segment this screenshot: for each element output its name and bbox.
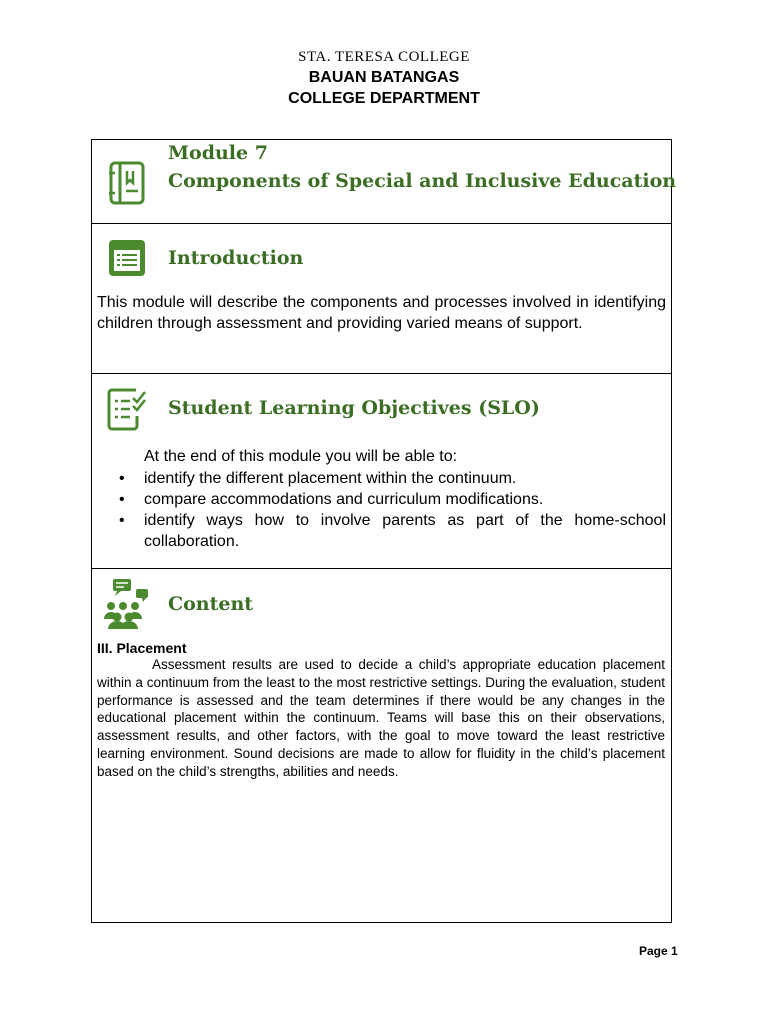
content-title: Content	[168, 593, 254, 615]
bullet-icon: •	[119, 470, 125, 487]
slo-item-text: identify the different placement within the continuum.	[144, 470, 517, 487]
content-paragraph-text: Assessment results are used to decide a child’s appropriate education placement within a continuum from the least to the most restrictive settings. During the evaluation, student performance is assessed and the team determines if there would be any changes in the educational placement within the continuum. Teams will base this on their observations, assessment results, and other factors, with the goal to move toward the least restrictive learning environment. Sound decisions are made to allow for fluidity in the child’s placement based on the child’s strengths, abilities and needs.	[97, 657, 665, 779]
list-item	[114, 468, 666, 489]
slo-item-text: identify ways how to involve parents as part of the home-school collaboration.	[144, 512, 666, 550]
book-icon	[107, 161, 147, 205]
slo-section	[92, 374, 671, 569]
module-number: Module 7	[168, 142, 268, 164]
content-paragraph	[97, 656, 665, 781]
module-title: Components of Special and Inclusive Education	[168, 170, 677, 192]
module-box	[91, 139, 677, 923]
list-item	[114, 489, 666, 510]
introduction-title: Introduction	[168, 247, 304, 269]
page-number: Page 1	[639, 944, 678, 958]
slo-item-text: compare accommodations and curriculum modifications.	[144, 491, 544, 508]
checklist-icon	[106, 386, 148, 432]
document-list-icon	[107, 238, 147, 278]
content-section	[92, 569, 671, 922]
bullet-icon: •	[119, 491, 125, 508]
slo-lead: At the end of this module you will be able to:	[144, 448, 458, 465]
introduction-text: This module will describe the components and processes involved in identifying children through assessment and providing varied means of support.	[97, 294, 666, 332]
bullet-icon: •	[119, 512, 125, 529]
group-discussion-icon	[102, 577, 152, 629]
slo-list	[114, 468, 666, 552]
college-name: STA. TERESA COLLEGE	[298, 49, 470, 65]
module-section	[92, 140, 677, 224]
college-location: BAUAN BATANGAS	[308, 69, 460, 86]
college-department: COLLEGE DEPARTMENT	[288, 90, 480, 107]
slo-title: Student Learning Objectives (SLO)	[168, 397, 540, 419]
document-header	[0, 47, 768, 109]
introduction-section	[92, 224, 671, 374]
content-heading: III. Placement	[97, 640, 187, 656]
list-item	[114, 510, 666, 552]
